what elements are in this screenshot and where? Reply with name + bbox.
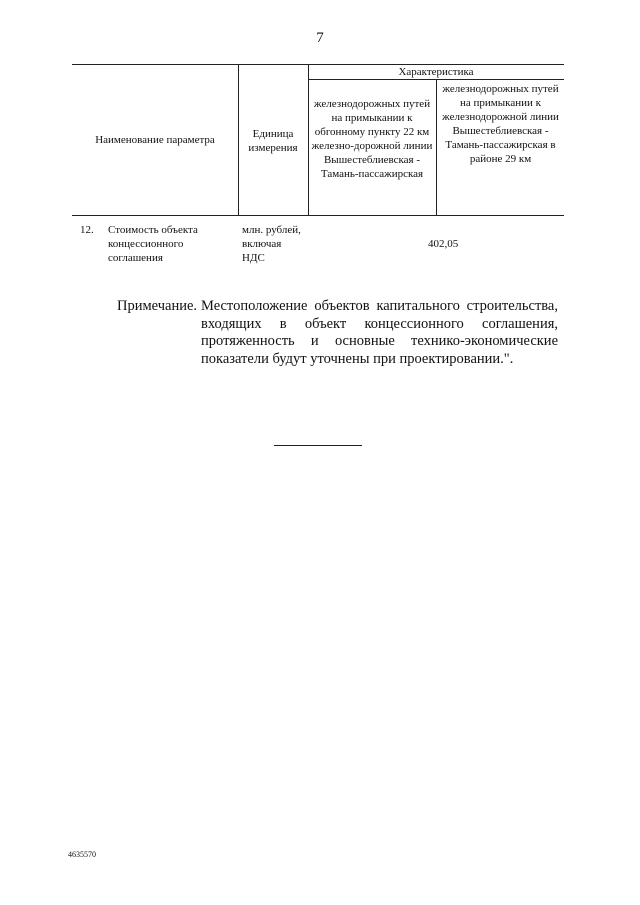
header-parameter-name: Наименование параметра xyxy=(95,134,215,146)
row-unit: млн. рублей, включая НДС xyxy=(242,224,301,264)
page-number: 7 xyxy=(316,30,324,46)
row-parameter-name: Стоимость объекта концессионного соглашения xyxy=(108,224,198,264)
row-number: 12. xyxy=(80,224,94,236)
column-divider-values xyxy=(436,79,437,216)
header-bottom-border xyxy=(72,215,564,216)
note-label: Примечание. xyxy=(117,298,198,314)
note-text: Местоположение объектов капитального строительства, входящих в объект концессионного соглашения, протяженность и основные технико-экономические показатели будут уточнены при проектировании.". xyxy=(201,298,558,367)
header-unit: Единица измерения xyxy=(248,128,298,154)
characteristics-table xyxy=(72,64,564,264)
document-code: 4635570 xyxy=(68,850,96,859)
header-column-22km: железнодорожных путей на примыкании к обгонному пункту 22 км железно-дорожной линии Вышестеблиевская - Тамань-пассажирская xyxy=(311,98,433,180)
column-divider-unit xyxy=(308,64,309,216)
row-value: 402,05 xyxy=(428,238,459,250)
column-divider-name xyxy=(238,64,239,216)
closing-rule xyxy=(274,445,362,446)
header-column-29km: железнодорожных путей на примыкании к железнодорожной линии Вышестеблиевская - Тамань-пассажирская в районе 29 км xyxy=(442,83,559,165)
header-characteristic: Характеристика xyxy=(398,66,474,78)
